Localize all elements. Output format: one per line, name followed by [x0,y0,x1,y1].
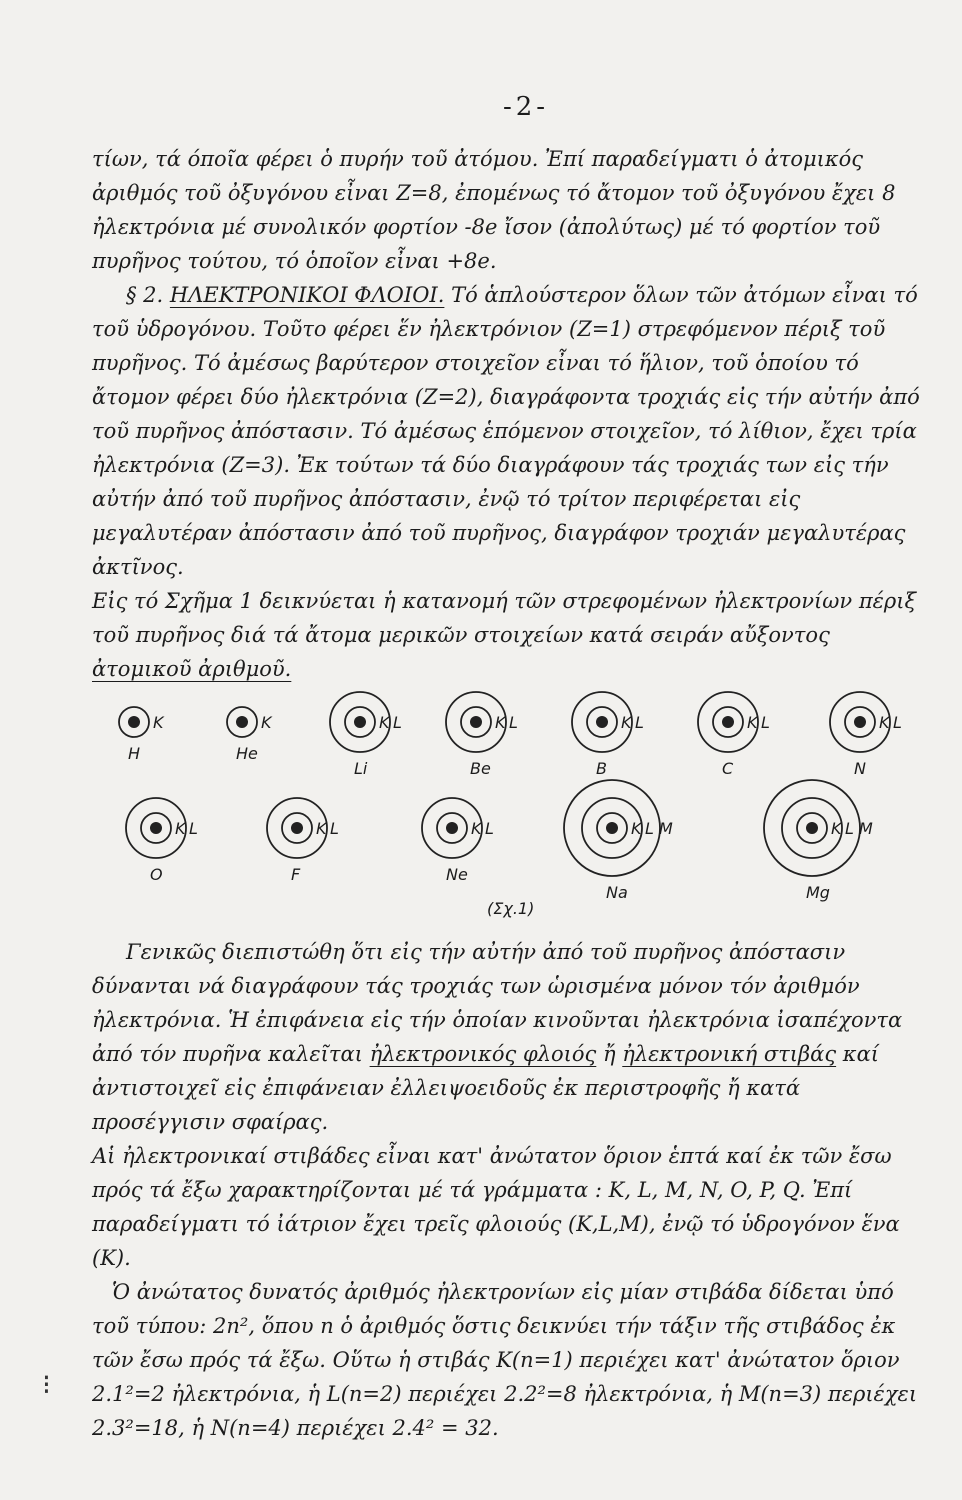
nucleus [722,716,734,728]
shell-label: K [879,713,890,732]
shell-label: K [153,713,164,732]
paragraph-shell-letters: Αἱ ἠλεκτρονικαί στιβάδες εἶναι κατ' ἀνώτατον ὅριον ἑπτά καί ἐκ τῶν ἔσω πρός τά ἔξω χαρακτηρίζονται μέ τά γράμματα : K, L, M, N, O, P, Q. Ἐπί παραδείγματι τό ἰάτριον ἔχει τρεῖς φλοιούς (K,L,M), ἐνῷ τό ὑδρογόνον ἕνα (K). [92,1144,900,1270]
element-symbol: Na [606,883,628,902]
section-paragraph [92,278,932,584]
element-symbol: Mg [806,883,830,902]
term-electronic-layer: ἠλεκτρονική στιβάς [622,1042,837,1066]
atom-li [330,692,402,778]
atom-h [119,707,165,763]
lower-text-block [92,935,932,1445]
element-symbol: B [596,759,607,778]
shell-label: K [175,819,186,838]
element-symbol: He [236,744,258,763]
nucleus [854,716,866,728]
shell-label: K [631,819,642,838]
shell-label: L [845,819,854,838]
figure-reference-text: Εἰς τό Σχῆμα 1 δεικνύεται ἡ κατανομή τῶν στρεφομένων ἠλεκτρονίων πέριξ τοῦ πυρῆνος διά τά ἄτομα μερικῶν στοιχείων κατά σειράν αὔξοντος [92,589,917,647]
nucleus [128,716,140,728]
term-electronic-shell: ἠλεκτρονικός φλοιός [369,1042,597,1066]
shell-label: L [330,819,339,838]
section-intro-text: Τό ἁπλούστερον ὅλων τῶν ἀτόμων εἶναι τό τοῦ ὑδρογόνου. Τοῦτο φέρει ἕν ἠλεκτρόνιον (Z=1) στρεφόμενον πέριξ τοῦ πυρῆνος. Τό ἀμέσως βαρύτερον στοιχεῖον εἶναι τό ἥλιον, τοῦ ὁποίου τό ἄτομον φέρει δύο ἠλεκτρόνια (Z=2), διαγράφοντα τροχιάς εἰς τήν αὐτήν ἀπό τοῦ πυρῆνος ἀπόστασιν. Τό ἀμέσως ἑπόμενον στοιχεῖον, τό λίθιον, ἔχει τρία ἠλεκτρόνια (Z=3). Ἐκ τούτων τά δύο διαγράφουν τάς τροχιάς των εἰς τήν αὐτήν ἀπό τοῦ πυρῆνος ἀπόστασιν, ἐνῷ τό τρίτον περιφέρεται εἰς μεγαλυτέραν ἀπόστασιν ἀπό τοῦ πυρῆνος, διαγράφον τροχιάν μεγαλυτέρας ἀκτῖνος. [92,283,920,579]
atom-c [698,692,770,778]
shells-definition-text: Γενικῶς διεπιστώθη ὅτι εἰς τήν αὐτήν ἀπό τοῦ πυρῆνος ἀπόστασιν δύνανται νά διαγράφουν τάς τροχιάς των ὡρισμένα μόνον τόν ἀριθμόν ἠλεκτρόνια. Ἡ ἐπιφάνεια εἰς τήν ὁποίαν κινοῦνται ἠλεκτρόνια ἰσαπέχοντα ἀπό τόν πυρῆνα καλεῖται [92,940,903,1066]
or-word: ἤ [602,1042,616,1066]
shell-label: L [189,819,198,838]
element-symbol: O [150,865,163,884]
nucleus [150,822,162,834]
element-symbol: H [128,744,141,763]
nucleus [606,822,618,834]
margin-mark: ⁝ [42,1368,51,1401]
nucleus [806,822,818,834]
shell-label: L [893,713,902,732]
atom-ne [422,798,494,884]
atom-na [564,780,673,902]
shell-label: K [316,819,327,838]
paragraph-shells-definition [92,935,932,1139]
atom-he [227,707,273,763]
shell-label: K [379,713,390,732]
shell-label: L [393,713,402,732]
atom-diagram-svg [92,686,952,926]
shell-label: K [471,819,482,838]
paragraph-max-electrons: Ὁ ἀνώτατος δυνατός ἀριθμός ἠλεκτρονίων εἰς μίαν στιβάδα δίδεται ὑπό τοῦ τύπου: 2n², ὅπου n ὁ ἀριθμός ὅστις δεικνύει τήν τάξιν τῆς στιβάδος ἐκ τῶν ἔσω πρός τά ἔξω. Οὕτω ἡ στιβάς K(n=1) περιέχει κατ' ἀνώτατον ὅριον 2.1²=2 ἠλεκτρόνια, ἡ L(n=2) περιέχει 2.2²=8 ἠλεκτρόνια, ἡ M(n=3) περιέχει 2.3²=18, ἡ N(n=4) περιέχει 2.4² = 32. [92,1280,918,1440]
element-symbol: C [722,759,734,778]
shell-label: M [859,819,873,838]
element-symbol: Li [354,759,368,778]
nucleus [470,716,482,728]
atom-mg [764,780,873,902]
shell-label: K [747,713,758,732]
nucleus [236,716,248,728]
shell-label: K [831,819,842,838]
atom-o [126,798,198,884]
nucleus [596,716,608,728]
shell-label: L [635,713,644,732]
atom-be [446,692,518,778]
figure-reference-paragraph [92,584,932,686]
element-symbol: N [854,759,866,778]
shell-label: L [645,819,654,838]
page-number: -2- [502,92,550,122]
shell-label: K [621,713,632,732]
shell-label: K [495,713,506,732]
atom-shell-diagram [92,686,952,926]
nucleus [291,822,303,834]
paragraph-oxygen-example: τίων, τά όποῖα φέρει ὁ πυρήν τοῦ ἀτόμου. Ἐπί παραδείγματι ὁ ἀτομικός ἀριθμός τοῦ ὀξυγόνου εἶναι Z=8, ἐπομένως τό ἄτομον τοῦ ὀξυγόνου ἔχει 8 ἠλεκτρόνια μέ συνολικόν φορτίον -8e ἴσον (ἀπολύτως) μέ τό φορτίον τοῦ πυρῆνος τούτου, τό ὁποῖον εἶναι +8e. [92,147,896,273]
section-title: ΗΛΕΚΤΡΟΝΙΚΟΙ ΦΛΟΙΟΙ. [169,283,445,307]
shell-label: M [659,819,673,838]
shell-label: L [485,819,494,838]
shell-label: L [761,713,770,732]
element-symbol: Ne [446,865,468,884]
upper-text-block [92,142,932,686]
atom-n [830,692,902,778]
shell-label: L [509,713,518,732]
figure-reference-tail: ἀτομικοῦ ἀριθμοῦ. [92,657,292,681]
element-symbol: F [291,865,301,884]
atom-f [267,798,339,884]
atom-b [572,692,644,778]
nucleus [354,716,366,728]
figure-caption: (Σχ.1) [487,899,535,918]
nucleus [446,822,458,834]
shells-definition-tail: καί ἀντιστοιχεῖ εἰς ἐπιφάνειαν ἐλλειψοειδοῦς ἐκ περιστροφῆς ἤ κατά προσέγγισιν σφαίρας. [92,1042,879,1134]
shell-label: K [261,713,272,732]
section-number: § 2. [126,283,164,307]
element-symbol: Be [470,759,491,778]
